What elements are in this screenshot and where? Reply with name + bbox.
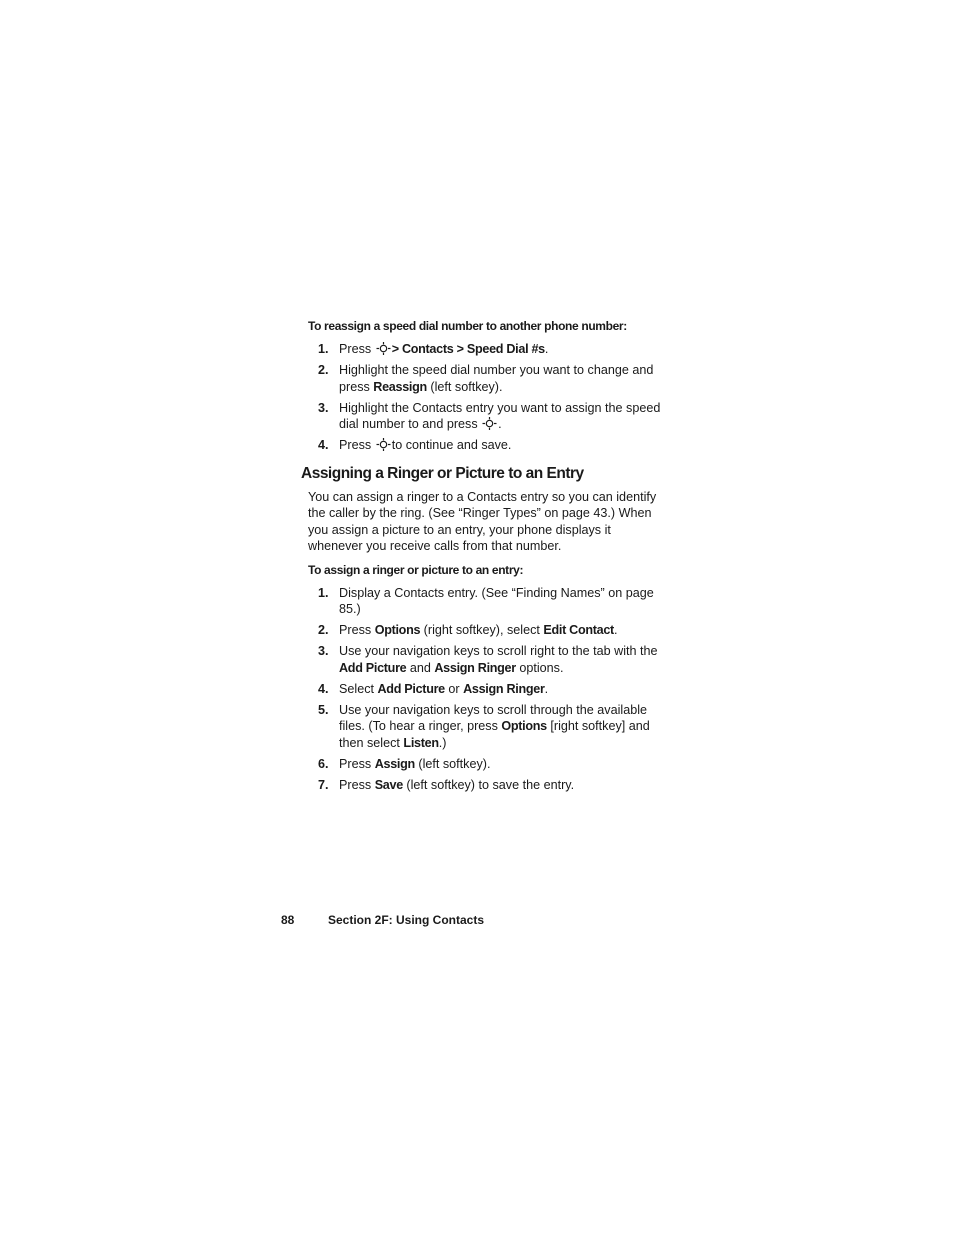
list-item: 4. Select Add Picture or Assign Ringer. — [318, 681, 549, 696]
list-item: 3. Use your navigation keys to scroll right to the tab with the Add Picture and Assign Ringer options. — [318, 644, 658, 675]
intro-paragraph: You can assign a ringer to a Contacts entry so you can identify the caller by the ring. (See “Ringer Types” on page 43.) When you assign a picture to an entry, your phone displays it whenever you receive calls from that number. — [308, 489, 657, 554]
navigation-key-icon — [376, 438, 391, 451]
assign-steps-list — [308, 585, 668, 794]
list-item: 1. Press > Contacts > Speed Dial #s. — [318, 342, 549, 356]
list-item: 2. Press Options (right softkey), select Edit Contact. — [318, 623, 618, 638]
list-item: 3. Highlight the Contacts entry you want to assign the speed dial number to and press . — [318, 400, 661, 431]
list-item: 2. Highlight the speed dial number you want to change and press Reassign (left softkey). — [318, 363, 654, 394]
page-body — [301, 318, 668, 798]
list-item: 7. Press Save (left softkey) to save the entry. — [318, 777, 575, 792]
list-item: 5. Use your navigation keys to scroll through the available files. (To hear a ringer, press Options [right softkey] and then select Listen.) — [318, 702, 650, 750]
navigation-key-icon — [482, 417, 497, 430]
section-title: Assigning a Ringer or Picture to an Entry — [301, 464, 584, 482]
page-number: 88 — [281, 913, 295, 927]
reassign-steps-list — [308, 341, 668, 454]
page-footer — [281, 912, 484, 928]
section-label: Section 2F: Using Contacts — [328, 913, 485, 927]
navigation-key-icon — [376, 342, 391, 355]
list-item: 1. Display a Contacts entry. (See “Finding Names” on page 85.) — [318, 585, 654, 617]
procedure-heading-assign: To assign a ringer or picture to an entry: — [308, 562, 524, 577]
list-item: 4. Press to continue and save. — [318, 438, 512, 452]
list-item: 6. Press Assign (left softkey). — [318, 756, 491, 771]
procedure-heading-reassign: To reassign a speed dial number to another phone number: — [308, 319, 627, 333]
